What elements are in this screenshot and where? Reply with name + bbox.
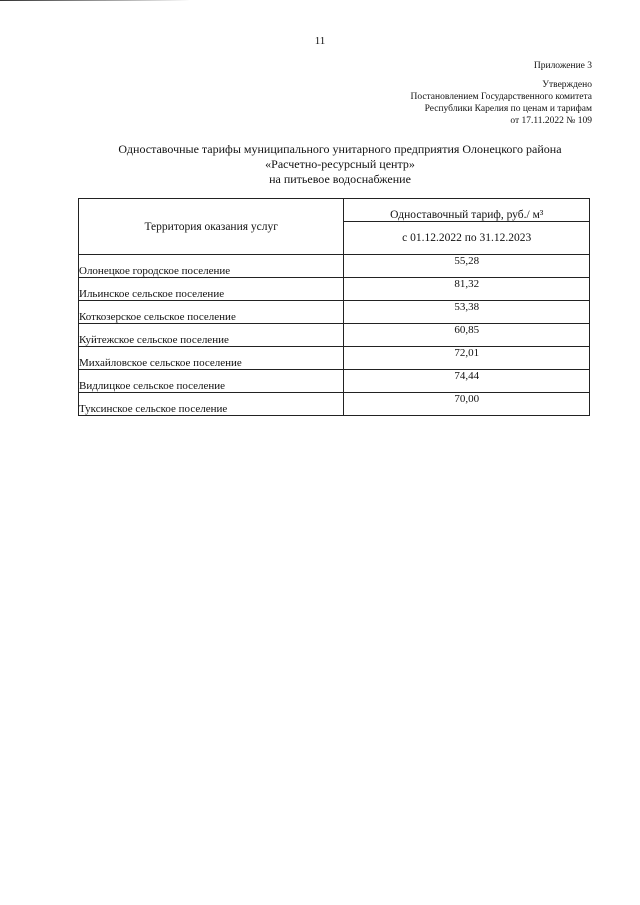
scan-edge-line: [0, 0, 378, 4]
table-row: [79, 347, 590, 370]
tariff-value: 55,28: [344, 255, 590, 278]
document-title: [40, 142, 640, 187]
tariff-value: 81,32: [344, 278, 590, 301]
table-header-row: [79, 199, 590, 222]
tariff-value: 53,38: [344, 301, 590, 324]
tariff-value: 72,01: [344, 347, 590, 370]
approval-line-date: от 17.11.2022 № 109: [510, 116, 592, 126]
header-territory: Территория оказания услуг: [79, 199, 344, 255]
page-number: 11: [314, 35, 326, 47]
tariff-value: 70,00: [344, 393, 590, 416]
title-line-2: «Расчетно-ресурсный центр»: [265, 157, 415, 171]
approval-block: [410, 60, 592, 127]
tariff-value: 60,85: [344, 324, 590, 347]
table-row: [79, 324, 590, 347]
header-tariff: Одноставочный тариф, руб./ м³: [344, 199, 590, 222]
territory-name: Куйтежское сельское поселение: [79, 324, 344, 347]
approval-line-resolution: Постановлением Государственного комитета: [410, 92, 592, 102]
table-row: [79, 301, 590, 324]
territory-name: Михайловское сельское поселение: [79, 347, 344, 370]
table-row: [79, 255, 590, 278]
table-row: [79, 278, 590, 301]
approval-line-committee: Республики Карелия по ценам и тарифам: [424, 104, 592, 114]
tariff-table: [78, 198, 590, 416]
territory-name: Туксинское сельское поселение: [79, 393, 344, 416]
appendix-label: Приложение 3: [533, 61, 592, 71]
territory-name: Видлицкое сельское поселение: [79, 370, 344, 393]
tariff-value: 74,44: [344, 370, 590, 393]
table-row: [79, 393, 590, 416]
title-line-3: на питьевое водоснабжение: [269, 172, 411, 186]
territory-name: Олонецкое городское поселение: [79, 255, 344, 278]
approval-line-approved: Утверждено: [542, 80, 592, 90]
header-period: с 01.12.2022 по 31.12.2023: [344, 222, 590, 255]
territory-name: Коткозерское сельское поселение: [79, 301, 344, 324]
table-row: [79, 370, 590, 393]
territory-name: Ильинское сельское поселение: [79, 278, 344, 301]
title-line-1: Одноставочные тарифы муниципального унитарного предприятия Олонецкого района: [118, 142, 562, 156]
